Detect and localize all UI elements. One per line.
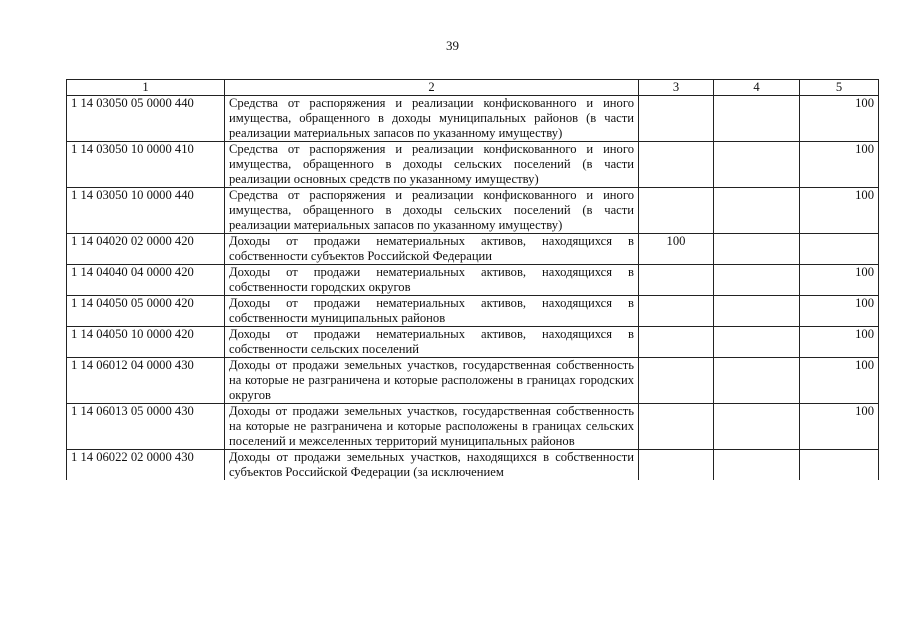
table-row	[67, 327, 879, 358]
table-row	[67, 404, 879, 450]
header-row	[67, 80, 879, 96]
column-3-value	[639, 327, 714, 358]
page-number: 39	[446, 38, 459, 53]
column-4-value	[714, 450, 800, 481]
column-5-value: 100	[800, 404, 879, 450]
revenue-description: Средства от распоряжения и реализации конфискованного и иного имущества, обращенного в доходы муниципальных районов (в части реализации материальных запасов по указанному имуществу)	[225, 96, 639, 142]
revenue-description: Доходы от продажи земельных участков, находящихся в собственности субъектов Российской Федерации (за исключением	[225, 450, 639, 481]
column-5-value: 100	[800, 188, 879, 234]
table-row	[67, 142, 879, 188]
revenue-code: 1 14 06012 04 0000 430	[67, 358, 225, 404]
column-5-value: 100	[800, 327, 879, 358]
column-3-value	[639, 265, 714, 296]
column-3-value	[639, 142, 714, 188]
revenue-code: 1 14 03050 10 0000 410	[67, 142, 225, 188]
column-4-value	[714, 234, 800, 265]
table-row	[67, 188, 879, 234]
table-row	[67, 96, 879, 142]
column-4-value	[714, 404, 800, 450]
revenue-code: 1 14 04040 04 0000 420	[67, 265, 225, 296]
revenue-code: 1 14 03050 05 0000 440	[67, 96, 225, 142]
revenue-code: 1 14 04050 05 0000 420	[67, 296, 225, 327]
column-5-value: 100	[800, 358, 879, 404]
revenue-description: Доходы от продажи нематериальных активов, находящихся в собственности городских округов	[225, 265, 639, 296]
column-5-value: 100	[800, 142, 879, 188]
revenue-description: Доходы от продажи нематериальных активов, находящихся в собственности муниципальных районов	[225, 296, 639, 327]
revenue-description: Средства от распоряжения и реализации конфискованного и иного имущества, обращенного в доходы сельских поселений (в части реализации материальных запасов по указанному имуществу)	[225, 188, 639, 234]
column-3-value	[639, 188, 714, 234]
table-row	[67, 234, 879, 265]
revenue-table	[66, 79, 879, 480]
column-5-value: 100	[800, 296, 879, 327]
table-row	[67, 450, 879, 481]
column-4-value	[714, 188, 800, 234]
revenue-code: 1 14 06013 05 0000 430	[67, 404, 225, 450]
revenue-code: 1 14 03050 10 0000 440	[67, 188, 225, 234]
column-4-value	[714, 358, 800, 404]
column-3-value	[639, 96, 714, 142]
column-3-value	[639, 450, 714, 481]
table-row	[67, 296, 879, 327]
column-5-value	[800, 234, 879, 265]
revenue-code: 1 14 06022 02 0000 430	[67, 450, 225, 481]
column-header-2: 2	[225, 80, 639, 96]
column-3-value: 100	[639, 234, 714, 265]
revenue-description: Доходы от продажи земельных участков, государственная собственность на которые не разграничена и которые расположены в границах сельских поселений и межселенных территорий муниципальных районов	[225, 404, 639, 450]
revenue-description: Доходы от продажи земельных участков, государственная собственность на которые не разграничена и которые расположены в границах городских округов	[225, 358, 639, 404]
column-header-3: 3	[639, 80, 714, 96]
column-4-value	[714, 296, 800, 327]
column-4-value	[714, 96, 800, 142]
column-header-1: 1	[67, 80, 225, 96]
column-3-value	[639, 358, 714, 404]
revenue-code: 1 14 04020 02 0000 420	[67, 234, 225, 265]
revenue-description: Средства от распоряжения и реализации конфискованного и иного имущества, обращенного в доходы сельских поселений (в части реализации основных средств по указанному имуществу)	[225, 142, 639, 188]
table-row	[67, 358, 879, 404]
revenue-description: Доходы от продажи нематериальных активов, находящихся в собственности сельских поселений	[225, 327, 639, 358]
column-4-value	[714, 265, 800, 296]
column-header-5: 5	[800, 80, 879, 96]
column-4-value	[714, 142, 800, 188]
column-5-value	[800, 450, 879, 481]
revenue-description: Доходы от продажи нематериальных активов, находящихся в собственности субъектов Российской Федерации	[225, 234, 639, 265]
column-header-4: 4	[714, 80, 800, 96]
table-row	[67, 265, 879, 296]
column-3-value	[639, 404, 714, 450]
column-3-value	[639, 296, 714, 327]
column-5-value: 100	[800, 265, 879, 296]
column-5-value: 100	[800, 96, 879, 142]
revenue-code: 1 14 04050 10 0000 420	[67, 327, 225, 358]
column-4-value	[714, 327, 800, 358]
